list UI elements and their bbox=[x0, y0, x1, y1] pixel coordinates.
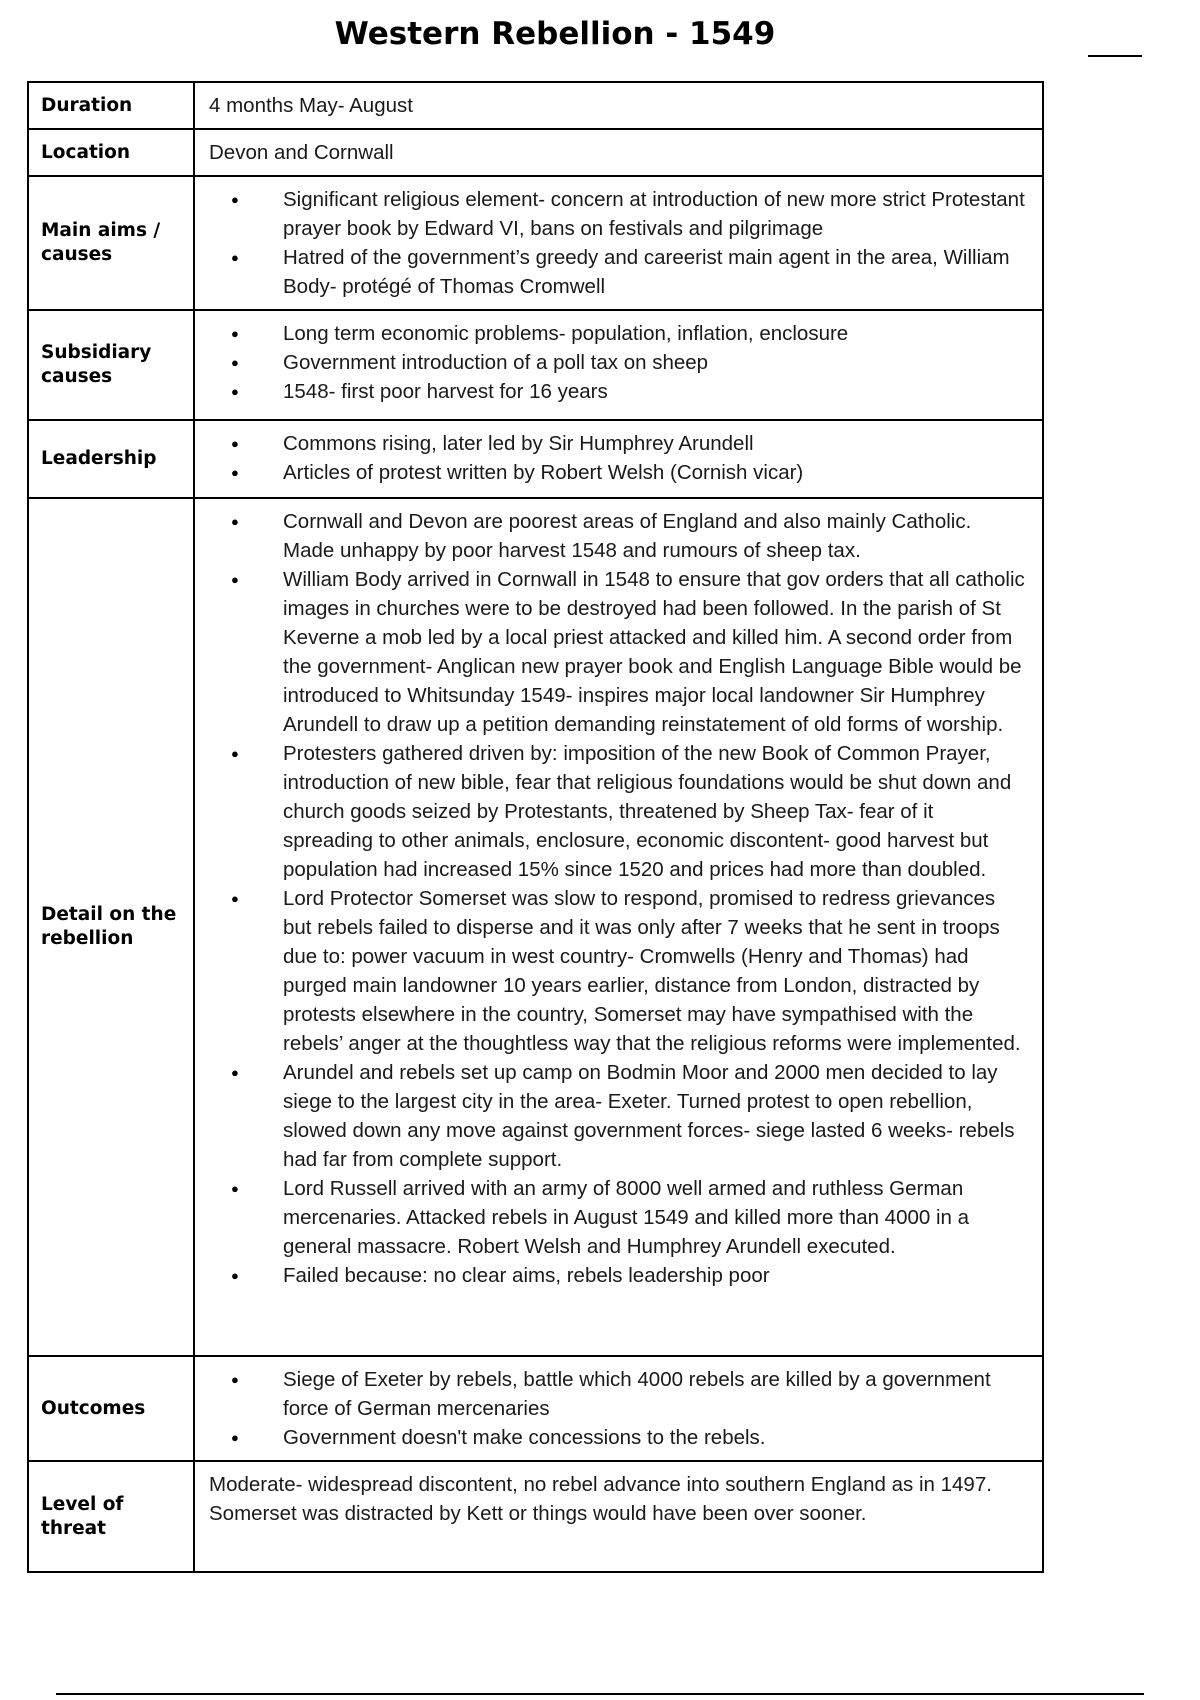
list-item: ● Significant religious element- concern at introduction of new more strict Protestant prayer book by Edward VI, bans on festivals and pilgrimage bbox=[209, 185, 1028, 243]
row-duration bbox=[28, 82, 1043, 129]
row-leadership bbox=[28, 420, 1043, 498]
label-outcomes: Outcomes bbox=[28, 1356, 194, 1461]
list-item: ● Siege of Exeter by rebels, battle which 4000 rebels are killed by a government force of German mercenaries bbox=[209, 1365, 1028, 1423]
list-item: ● Arundel and rebels set up camp on Bodmin Moor and 2000 men decided to lay siege to the largest city in the area- Exeter. Turned protest to open rebellion, slowed down any move against government forces- siege lasted 6 weeks- rebels had far from complete support. bbox=[209, 1058, 1028, 1174]
list-item: ● Lord Protector Somerset was slow to respond, promised to redress grievances but rebels failed to disperse and it was only after 7 weeks that he sent in troops due to: power vacuum in west country- Cromwells (Henry and Thomas) had purged main landowner 10 years earlier, distance from London, distracted by protests elsewhere in the country, Somerset may have sympathised with the rebels’ anger at the thoughtless way that the religious reforms were implemented. bbox=[209, 884, 1028, 1058]
row-threat bbox=[28, 1461, 1043, 1572]
rebellion-table bbox=[27, 81, 1044, 1573]
detail-list bbox=[209, 507, 1028, 1290]
outcomes-list bbox=[209, 1365, 1028, 1452]
list-item: ● Protesters gathered driven by: imposition of the new Book of Common Prayer, introduction of new bible, fear that religious foundations would be shut down and church goods seized by Protestants, threatened by Sheep Tax- fear of it spreading to other animals, enclosure, economic discontent- good harvest but population had increased 15% since 1520 and prices had more than doubled. bbox=[209, 739, 1028, 884]
value-duration: 4 months May- August bbox=[194, 82, 1043, 129]
list-item: ● Hatred of the government’s greedy and careerist main agent in the area, William Body- protégé of Thomas Cromwell bbox=[209, 243, 1028, 301]
label-subsidiary: Subsidiary causes bbox=[28, 310, 194, 420]
list-item: ● Cornwall and Devon are poorest areas of England and also mainly Catholic. Made unhappy by poor harvest 1548 and rumours of sheep tax. bbox=[209, 507, 1028, 565]
label-leadership: Leadership bbox=[28, 420, 194, 498]
label-location: Location bbox=[28, 129, 194, 176]
list-item: ● Articles of protest written by Robert Welsh (Cornish vicar) bbox=[209, 458, 1028, 487]
list-item: ● Failed because: no clear aims, rebels leadership poor bbox=[209, 1261, 1028, 1290]
label-threat: Level of threat bbox=[28, 1461, 194, 1572]
row-outcomes bbox=[28, 1356, 1043, 1461]
header-rule bbox=[1088, 55, 1142, 57]
row-detail bbox=[28, 498, 1043, 1356]
value-location: Devon and Cornwall bbox=[194, 129, 1043, 176]
row-main-aims bbox=[28, 176, 1043, 310]
list-item: ● Long term economic problems- population, inflation, enclosure bbox=[209, 319, 1028, 348]
page-title: Western Rebellion - 1549 bbox=[334, 16, 776, 52]
main-aims-list bbox=[209, 185, 1028, 301]
row-subsidiary bbox=[28, 310, 1043, 420]
row-location bbox=[28, 129, 1043, 176]
label-main-aims: Main aims / causes bbox=[28, 176, 194, 310]
list-item: ● Lord Russell arrived with an army of 8000 well armed and ruthless German mercenaries. Attacked rebels in August 1549 and killed more than 4000 in a general massacre. Robert Welsh and Humphrey Arundell executed. bbox=[209, 1174, 1028, 1261]
list-item: ● William Body arrived in Cornwall in 1548 to ensure that gov orders that all catholic images in churches were to be destroyed had been followed. In the parish of St Keverne a mob led by a local priest attacked and killed him. A second order from the government- Anglican new prayer book and English Language Bible would be introduced to Whitsunday 1549- inspires major local landowner Sir Humphrey Arundell to draw up a petition demanding reinstatement of old forms of worship. bbox=[209, 565, 1028, 739]
list-item: ● 1548- first poor harvest for 16 years bbox=[209, 377, 1028, 406]
subsidiary-list bbox=[209, 319, 1028, 406]
label-detail: Detail on the rebellion bbox=[28, 498, 194, 1356]
footer-rule bbox=[56, 1693, 1144, 1695]
list-item: ● Government introduction of a poll tax on sheep bbox=[209, 348, 1028, 377]
value-threat: Moderate- widespread discontent, no rebel advance into southern England as in 1497. Somerset was distracted by Kett or things would have been over sooner. bbox=[194, 1461, 1043, 1572]
leadership-list bbox=[209, 429, 1028, 487]
list-item: ● Government doesn't make concessions to the rebels. bbox=[209, 1423, 1028, 1452]
list-item: ● Commons rising, later led by Sir Humphrey Arundell bbox=[209, 429, 1028, 458]
label-duration: Duration bbox=[28, 82, 194, 129]
